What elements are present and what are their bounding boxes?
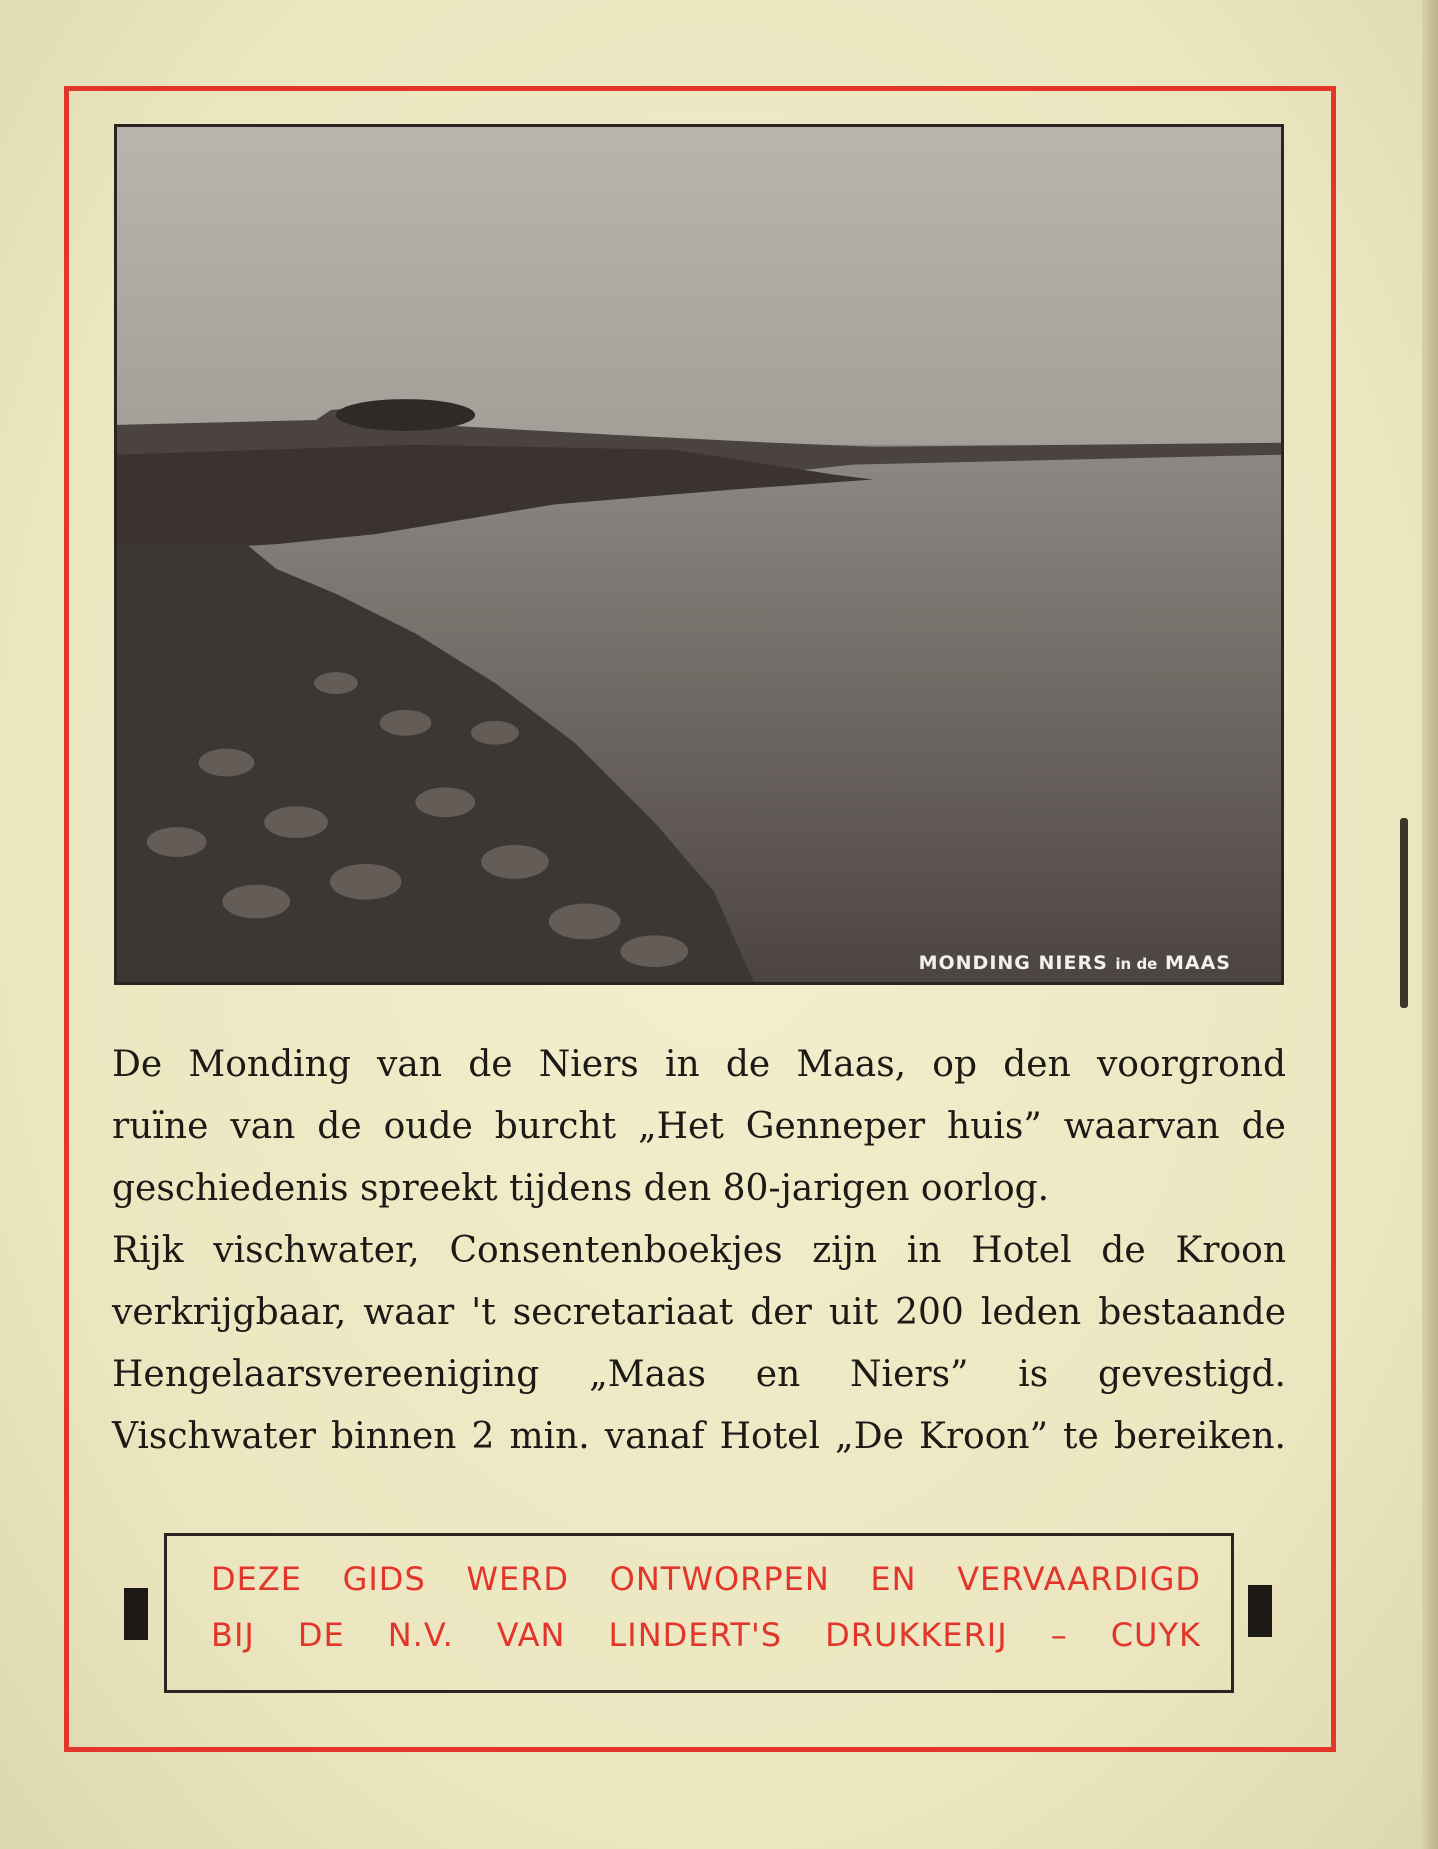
booklet-spine — [1422, 0, 1438, 1849]
credit-line-2: BIJ DE N.V. VAN LINDERT'S DRUKKERIJ – CUYK — [211, 1616, 1201, 1654]
right-black-mark — [1248, 1585, 1272, 1637]
text-line: ruïne van de oude burcht „Het Genneper huis” waarvan de — [112, 1106, 1286, 1147]
text-line: geschiedenis spreekt tijdens den 80-jarigen oorlog. — [112, 1168, 1050, 1209]
text-line: De Monding van de Niers in de Maas, op den voorgrond — [112, 1044, 1286, 1085]
text-line: Hengelaarsvereeniging „Maas en Niers” is gevestigd. — [112, 1354, 1286, 1395]
river-photograph — [114, 124, 1284, 985]
description-text — [112, 1034, 1286, 1468]
text-line: Rijk vischwater, Consentenboekjes zijn in Hotel de Kroon — [112, 1230, 1286, 1271]
photo-caption — [919, 952, 1231, 974]
caption-end: MAAS — [1164, 952, 1231, 974]
text-line: Vischwater binnen 2 min. vanaf Hotel „De Kroon” te bereiken. — [112, 1416, 1286, 1457]
caption-main: MONDING NIERS — [918, 952, 1108, 974]
photo-scene — [117, 127, 1281, 982]
text-line: verkrijgbaar, waar 't secretariaat der uit 200 leden bestaande — [112, 1292, 1286, 1333]
printer-credit-box — [164, 1533, 1234, 1693]
left-black-mark — [124, 1588, 148, 1640]
staple — [1400, 818, 1408, 1008]
ruin-mound — [336, 399, 475, 431]
sky — [117, 127, 1281, 455]
credit-line-1: DEZE GIDS WERD ONTWORPEN EN VERVAARDIGD — [211, 1560, 1201, 1598]
caption-small: in de — [1115, 955, 1158, 973]
